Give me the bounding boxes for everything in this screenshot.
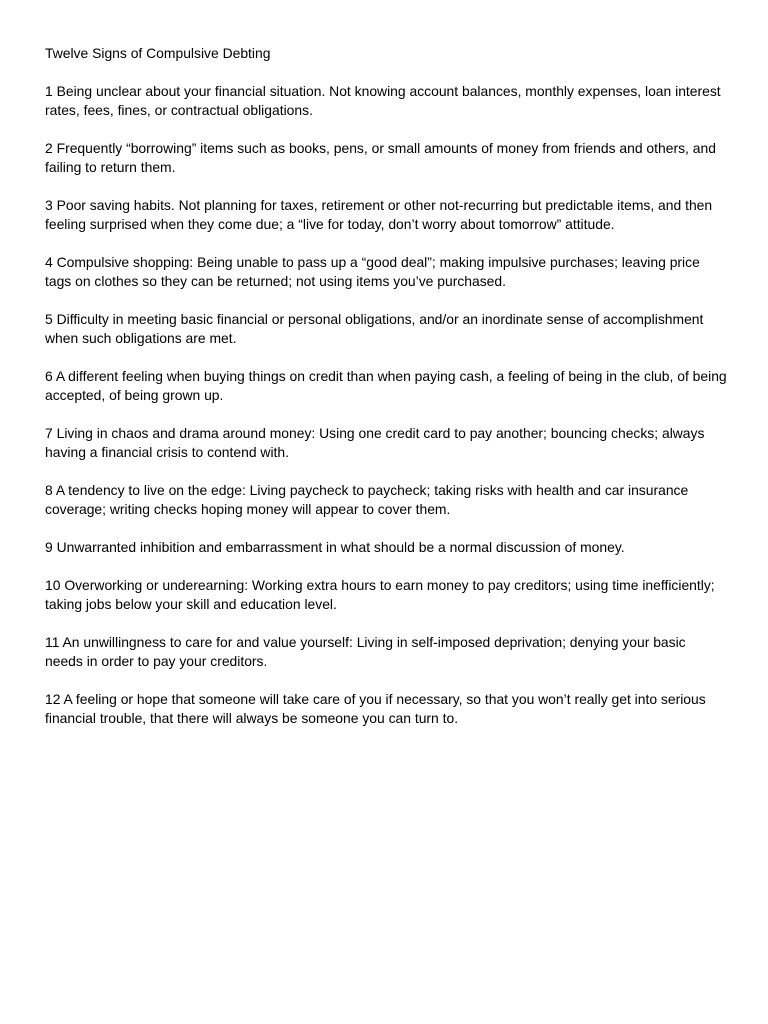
document-title: Twelve Signs of Compulsive Debting	[45, 45, 271, 61]
item-number: 9	[45, 539, 53, 555]
item-text: A feeling or hope that someone will take care of you if necessary, so that you won’t really get into serious financial trouble, that there will always be someone you can turn to.	[45, 691, 706, 726]
document-page	[45, 44, 727, 747]
list-item	[45, 196, 727, 234]
item-text: Living in chaos and drama around money: Using one credit card to pay another; bouncing checks; always having a financial crisis to contend with.	[45, 425, 705, 460]
item-number: 4	[45, 254, 53, 270]
item-number: 6	[45, 368, 53, 384]
list-item	[45, 139, 727, 177]
item-text: Poor saving habits. Not planning for taxes, retirement or other not-recurring but predictable items, and then feeling surprised when they come due; a “live for today, don’t worry about tomorrow” attitude.	[45, 197, 713, 232]
item-number: 8	[45, 482, 53, 498]
item-number: 3	[45, 197, 53, 213]
item-text: Difficulty in meeting basic financial or personal obligations, and/or an inordinate sense of accomplishment when such obligations are met.	[45, 311, 704, 346]
list-item	[45, 367, 727, 405]
item-text: A tendency to live on the edge: Living paycheck to paycheck; taking risks with health and car insurance coverage; writing checks hoping money will appear to cover them.	[45, 482, 689, 517]
item-number: 10	[45, 577, 61, 593]
item-text: A different feeling when buying things on credit than when paying cash, a feeling of being in the club, of being accepted, of being grown up.	[45, 368, 727, 403]
item-number: 7	[45, 425, 53, 441]
item-text: Overworking or underearning: Working extra hours to earn money to pay creditors; using time inefficiently; taking jobs below your skill and education level.	[45, 577, 715, 612]
list-item	[45, 424, 727, 462]
list-item	[45, 481, 727, 519]
item-text: Being unclear about your financial situation. Not knowing account balances, monthly expenses, loan interest rates, fees, fines, or contractual obligations.	[45, 83, 721, 118]
item-number: 2	[45, 140, 53, 156]
item-text: Compulsive shopping: Being unable to pass up a “good deal”; making impulsive purchases; leaving price tags on clothes so they can be returned; not using items you’ve purchased.	[45, 254, 700, 289]
item-text: Frequently “borrowing” items such as books, pens, or small amounts of money from friends and others, and failing to return them.	[45, 140, 716, 175]
list-item	[45, 310, 727, 348]
item-text: An unwillingness to care for and value yourself: Living in self-imposed deprivation; denying your basic needs in order to pay your creditors.	[45, 634, 686, 669]
list-item	[45, 633, 727, 671]
list-item	[45, 82, 727, 120]
item-number: 11	[45, 634, 60, 650]
list-item	[45, 576, 727, 614]
item-number: 1	[45, 83, 53, 99]
item-text: Unwarranted inhibition and embarrassment in what should be a normal discussion of money.	[56, 539, 625, 555]
list-item	[45, 253, 727, 291]
item-number: 5	[45, 311, 53, 327]
list-item	[45, 538, 727, 557]
item-number: 12	[45, 691, 61, 707]
list-item	[45, 690, 727, 728]
